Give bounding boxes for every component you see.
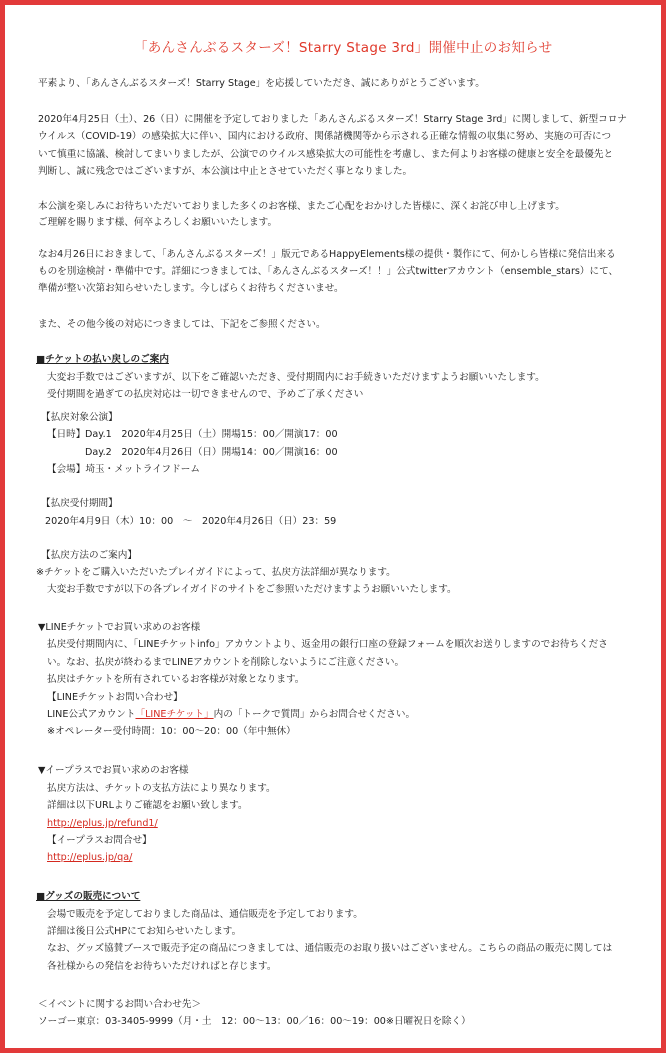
refund-method-line: ※チケットをご購入いただいたプレイガイドによって、払戻方法詳細が異なります。	[36, 567, 396, 578]
goods-line: 各社様からの発信をお待ちいただければと存じます。	[47, 961, 277, 972]
page-title: 「あんさんぶるスターズ！Starry Stage 3rd」開催中止のお知らせ	[134, 40, 553, 56]
paragraph-2-line: 本公演を楽しみにお待ちいただいておりました多くのお客様、またご心配をおかけした皆様に、深くお詫び申し上げます。	[38, 201, 565, 212]
refund-venue: 【会場】埼玉・メットライフドーム	[47, 464, 200, 475]
line-official-account	[47, 706, 415, 723]
line-line: 払戻受付期間内に、「LINEチケットinfo」アカウントより、返金用の銀行口座の登録フォームを順次お送りしますのでお待ちくださ	[47, 639, 608, 650]
paragraph-4: また、その他今後の対応につきましては、下記をご参照ください。	[38, 319, 326, 330]
line-contact-label: 【LINEチケットお問い合わせ】	[47, 692, 183, 703]
refund-heading: ■チケットの払い戻しのご案内	[36, 354, 169, 365]
eplus-line: 払戻方法は、チケットの支払方法により異なります。	[47, 783, 276, 794]
line-heading: ▼LINEチケットでお買い求めのお客様	[38, 622, 201, 633]
refund-day2: Day.2 2020年4月26日（日）開場14：00／開演16：00	[85, 447, 338, 458]
goods-line: 会場で販売を予定しておりました商品は、通信販売を予定しております。	[47, 909, 363, 920]
paragraph-3-line: ものを別途検討・準備中です。詳細につきましては、「あんさんぶるスターズ！！」公式twitterアカウント（ensemble_stars）にて、	[38, 266, 619, 277]
refund-line: 受付期間を過ぎての払戻対応は一切できませんので、予めご了承ください	[47, 389, 364, 400]
inquiry-line: ソーゴー東京：03-3405-9999（月・土 12：00～13：00／16：00～19：00※日曜祝日を除く）	[38, 1016, 471, 1027]
line-ticket-link[interactable]: 「LINEチケット」	[135, 709, 214, 720]
intro-text: 平素より、「あんさんぶるスターズ！Starry Stage」を応援していただき、誠にありがとうございます。	[38, 78, 485, 89]
line-official-suffix: 内の「トークで質問」からお問合せください。	[213, 709, 416, 720]
refund-period-label: 【払戻受付期間】	[41, 498, 118, 509]
eplus-refund-link[interactable]: http://eplus.jp/refund1/	[47, 818, 158, 829]
refund-line: 大変お手数ではございますが、以下をご確認いただき、受付期間内にお手続きいただけますようお願いいたします。	[47, 372, 545, 383]
eplus-qa-link[interactable]: http://eplus.jp/qa/	[47, 852, 133, 863]
paragraph-3-line: なお4月26日におきまして、「あんさんぶるスターズ！」版元であるHappyElements様の提供・製作にて、何かしら皆様に発信出来る	[38, 249, 616, 260]
eplus-line: 詳細は以下URLよりご確認をお願い致します。	[47, 800, 248, 811]
paragraph-1-line: ウイルス（COVID-19）の感染拡大に伴い、国内における政府、関係諸機関等から示される正確な情報の収集に努め、実施の可否につ	[38, 131, 612, 142]
paragraph-2-line: ご理解を賜ります様、何卒よろしくお願いいたします。	[38, 217, 278, 228]
paragraph-3-line: 準備が整い次第お知らせいたします。今しばらくお待ちくださいませ。	[38, 283, 344, 294]
paragraph-1-line: 2020年4月25日（土）、26（日）に開催を予定しておりました「あんさんぶるスターズ！Starry Stage 3rd」に関しまして、新型コロナ	[38, 114, 627, 125]
refund-method-line: 大変お手数ですが以下の各プレイガイドのサイトをご参照いただけますようお願いいたします。	[47, 584, 457, 595]
eplus-heading: ▼イープラスでお買い求めのお客様	[38, 765, 189, 776]
refund-period: 2020年4月9日（木）10：00 ～ 2020年4月26日（日）23：59	[45, 516, 337, 527]
refund-target-label: 【払戻対象公演】	[41, 412, 118, 423]
line-hours: ※オペレーター受付時間：10：00～20：00（年中無休）	[47, 726, 296, 737]
refund-method-label: 【払戻方法のご案内】	[41, 550, 137, 561]
paragraph-1-line: いて慎重に協議、検討してまいりましたが、公演でのウイルス感染拡大の可能性を考慮し、また何よりお客様の健康と安全を最優先と	[38, 149, 614, 160]
paragraph-1-line: 判断し、誠に残念ではございますが、本公演は中止とさせていただく事となりました。	[38, 166, 413, 177]
line-line: い。なお、払戻が終わるまでLINEアカウントを削除しないようにご注意ください。	[47, 657, 405, 668]
inquiry-label: ＜イベントに関するお問い合わせ先＞	[38, 999, 202, 1010]
refund-day1: Day.1 2020年4月25日（土）開場15：00／開演17：00	[85, 429, 338, 440]
refund-date-label: 【日時】	[47, 429, 86, 440]
goods-heading: ■グッズの販売について	[36, 891, 141, 902]
goods-line: なお、グッズ協賛ブースで販売予定の商品につきましては、通信販売のお取り扱いはございません。こちらの商品の販売に関しては	[47, 943, 613, 954]
goods-line: 詳細は後日公式HPにてお知らせいたします。	[47, 926, 242, 937]
line-official-prefix: LINE公式アカウント	[47, 709, 136, 720]
line-line: 払戻はチケットを所有されているお客様が対象となります。	[47, 674, 305, 685]
eplus-contact-label: 【イープラスお問合せ】	[47, 835, 152, 846]
